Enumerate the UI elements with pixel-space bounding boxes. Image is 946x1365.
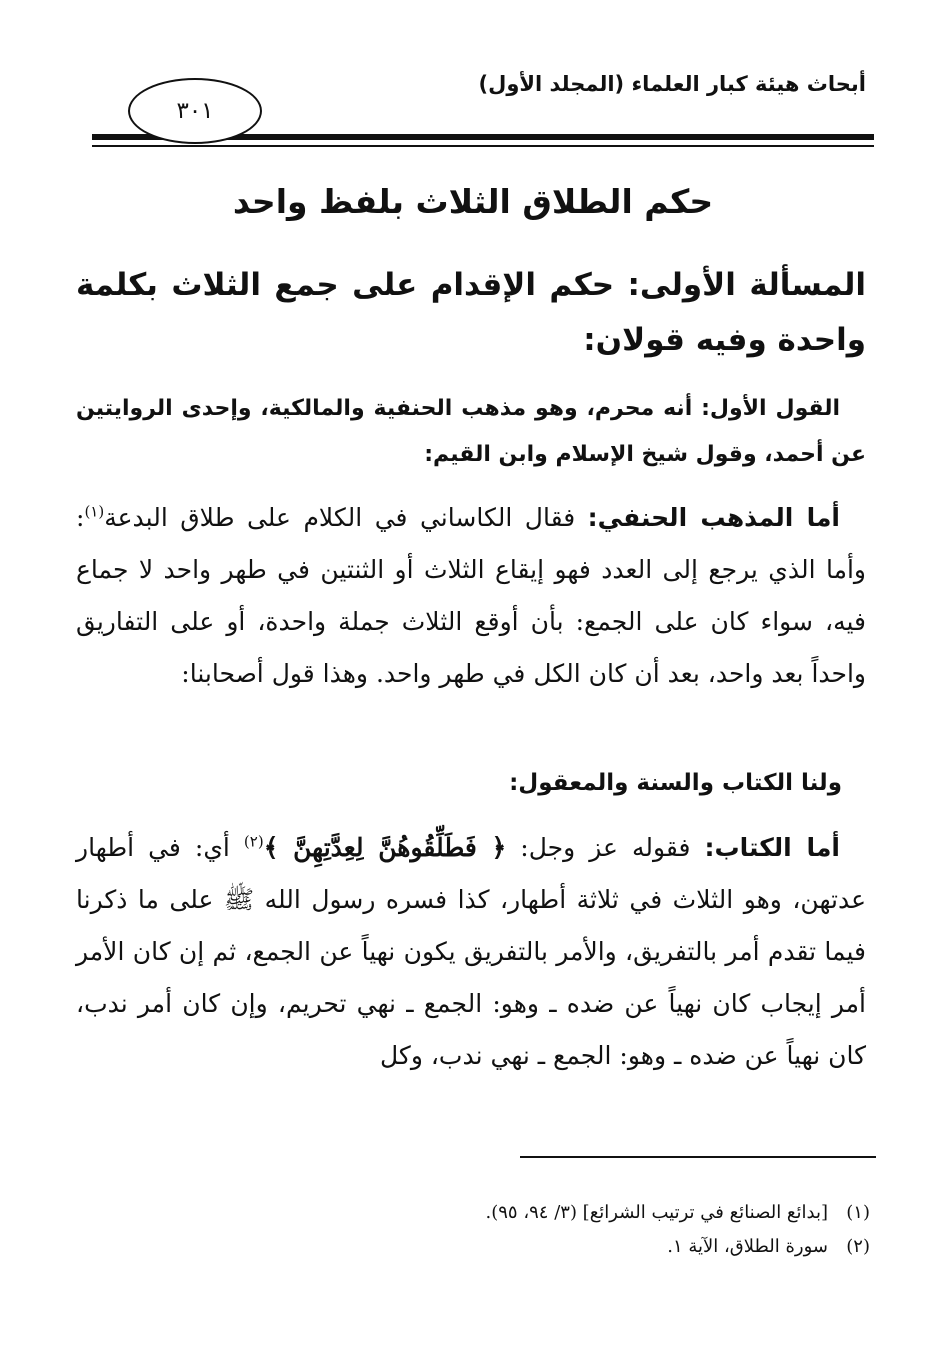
header-rule-thin <box>92 145 874 147</box>
footnote-number: (٢) <box>846 1236 870 1257</box>
evidence-intro: ولنا الكتاب والسنة والمعقول: <box>509 770 842 796</box>
footnote-ref-1[interactable]: (١) <box>84 502 105 521</box>
quran-text-b: أي: في أطهار عدتهن، وهو الثلاث في ثلاثة أطهار، كذا فسره رسول الله ﷺ على ما ذكرنا فيما تقدم أمر بالتفريق، والأمر بالتفريق يكون نهياً عن الجمع، ثم إن كان الأمر أمر إيجاب كان نهياً عن ضده ـ وهو: الجمع ـ نهي تحريم، وإن كان أمر ندب، كان نهياً عن ضده ـ وهو: الجمع ـ نهي ندب، وكل <box>76 833 866 1070</box>
quran-text-a: فقوله عز وجل: <box>520 833 691 862</box>
hanafi-text-a: فقال الكاساني في الكلام على طلاق البدعة <box>104 503 576 532</box>
first-view-paragraph <box>76 386 866 478</box>
page-number: ٣٠١ <box>128 78 262 144</box>
issue-heading: المسألة الأولى: حكم الإقدام على جمع الثلاث بكلمة واحدة وفيه قولان: <box>76 267 866 358</box>
footnote-separator <box>520 1156 876 1158</box>
footnotes <box>90 1196 870 1264</box>
hanafi-paragraph <box>76 492 866 700</box>
quran-verse: ﴿ فَطَلِّقُوهُنَّ لِعِدَّتِهِنَّ ﴾ <box>263 833 507 862</box>
running-head: أبحاث هيئة كبار العلماء (المجلد الأول) <box>478 72 866 96</box>
quran-lead: أما الكتاب: <box>704 833 840 862</box>
hanafi-text-b: : وأما الذي يرجع إلى العدد فهو إيقاع الثلاث أو الثنتين في طهر واحد لا جماع فيه، سواء كان على الجمع: بأن أوقع الثلاث جملة واحدة، أو على التفاريق واحداً بعد واحد، بعد أن كان الكل في طهر واحد. وهذا قول أصحابنا: <box>76 503 866 688</box>
first-view-text: القول الأول: أنه محرم، وهو مذهب الحنفية والمالكية، وإحدى الروايتين عن أحمد، وقول شيخ الإسلام وابن القيم: <box>76 396 866 467</box>
footnote-ref-2[interactable]: (٢) <box>243 832 264 851</box>
footnote-number: (١) <box>846 1202 870 1223</box>
hanafi-lead: أما المذهب الحنفي: <box>587 503 841 532</box>
footnote-text: [بدائع الصنائع في ترتيب الشرائع] (٣/ ٩٤، ٩٥). <box>485 1202 828 1223</box>
footnote-item <box>90 1230 870 1264</box>
footnote-text: سورة الطلاق، الآية ١. <box>667 1236 828 1257</box>
chapter-title: حكم الطلاق الثلاث بلفظ واحد <box>232 182 714 221</box>
footnote-item <box>90 1196 870 1230</box>
quran-paragraph <box>76 822 866 1082</box>
